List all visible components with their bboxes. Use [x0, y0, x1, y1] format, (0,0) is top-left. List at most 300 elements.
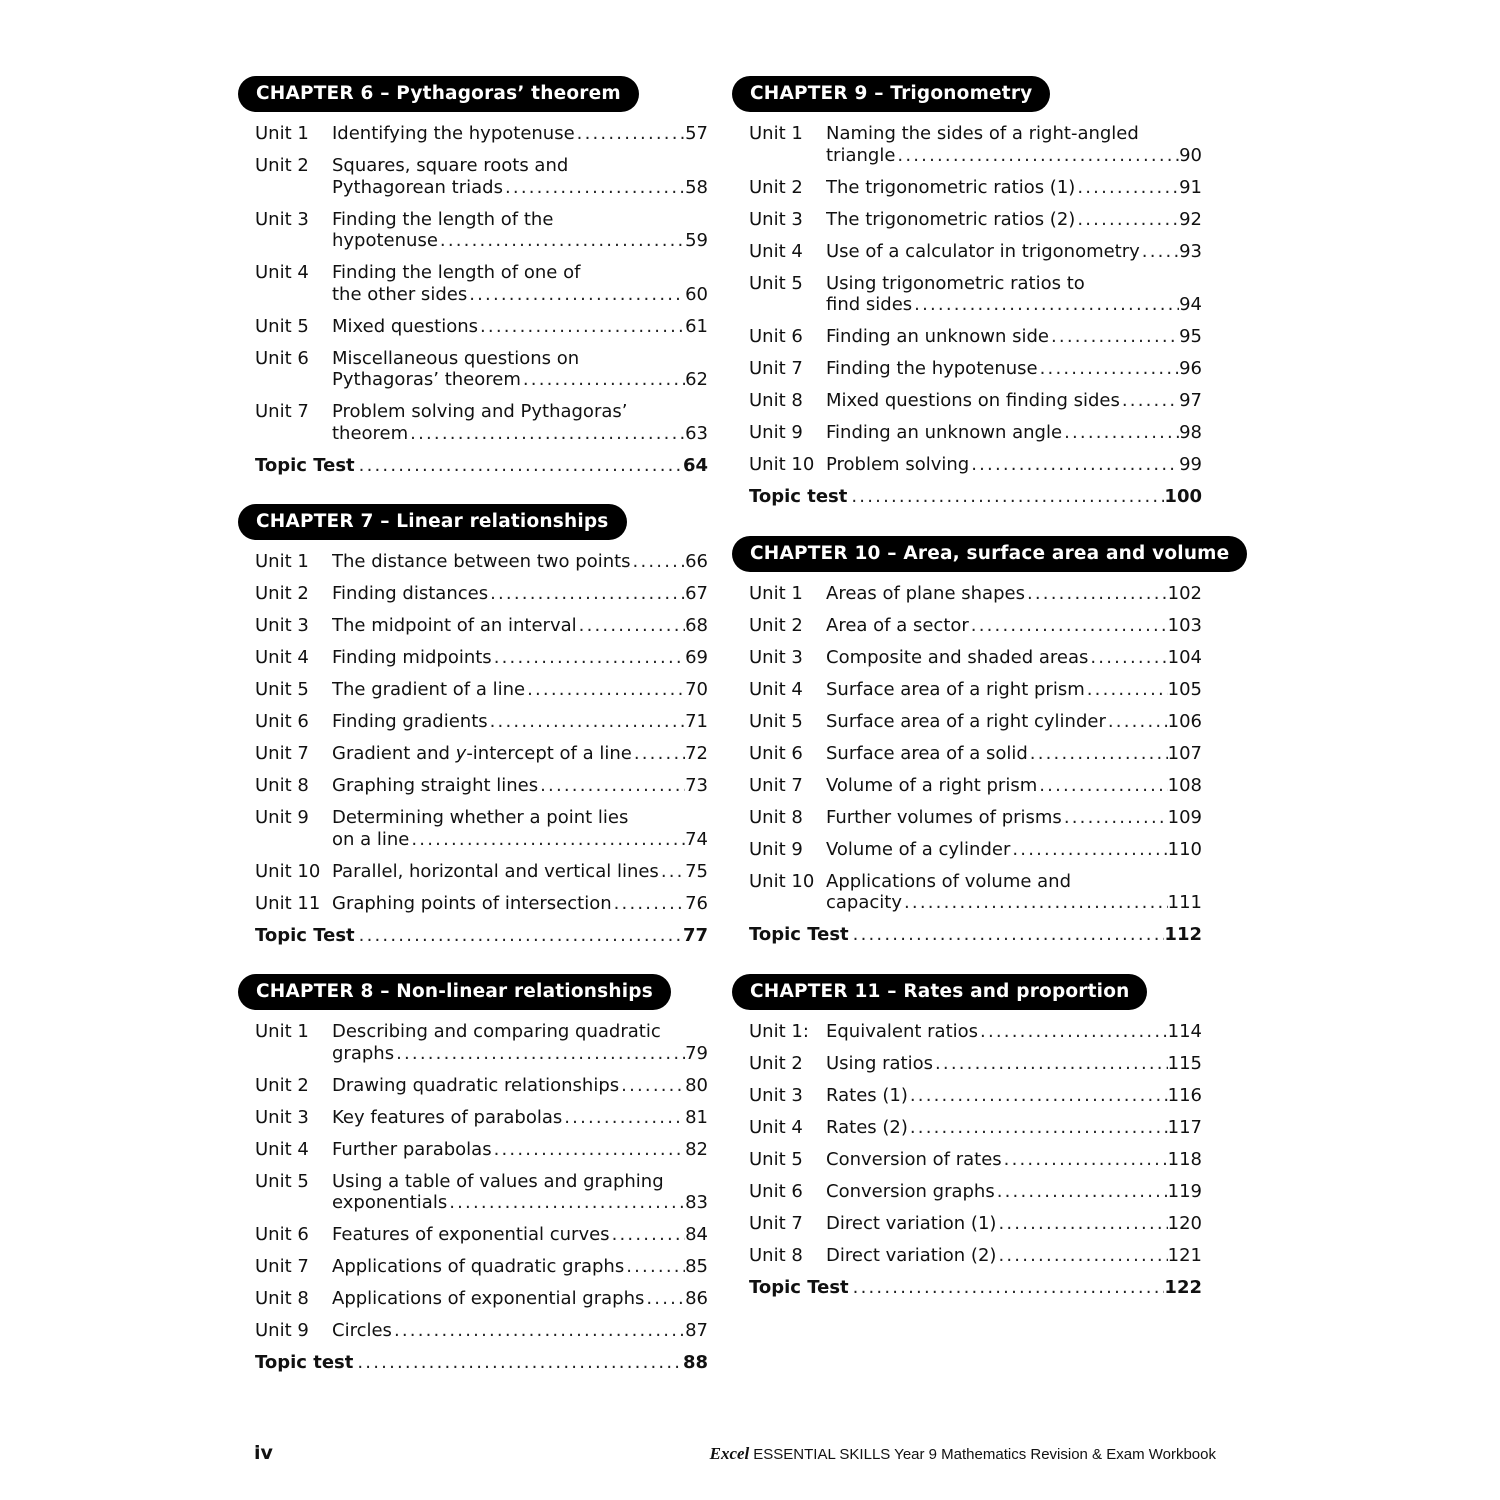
toc-entry: [255, 1171, 708, 1214]
page-ref: 111: [1167, 892, 1202, 913]
toc-entry: [749, 123, 1202, 166]
unit-label: Unit 4: [255, 647, 309, 668]
unit-label: Unit 6: [255, 1224, 309, 1245]
title-leader-line: [332, 583, 685, 605]
entry-title: [826, 1117, 1168, 1139]
toc-column-left: [238, 76, 708, 1402]
page-ref: 102: [1167, 582, 1202, 604]
title-line: Area of a sector: [826, 614, 969, 636]
title-leader-line: [826, 209, 1179, 231]
title-leader-line: [332, 369, 685, 391]
unit-label: Unit 2: [255, 1074, 309, 1096]
entry-title: [332, 123, 685, 145]
dot-leader: [632, 743, 685, 765]
title-leader-line: [826, 1245, 1168, 1267]
unit-label: Unit 3: [749, 208, 803, 230]
title-leader-line: [826, 839, 1168, 861]
title-line: Finding an unknown angle: [826, 422, 1063, 443]
title-line: capacity: [826, 892, 902, 913]
title-line: graphs: [332, 1042, 395, 1064]
toc-entry: [749, 1117, 1202, 1139]
entry-title: [332, 551, 685, 573]
dot-leader: [488, 583, 685, 605]
dot-leader: [1088, 647, 1167, 669]
title-leader-line: [826, 454, 1179, 476]
page-ref: 114: [1167, 1020, 1202, 1042]
unit-label: Unit 8: [749, 1244, 803, 1266]
unit-label: Unit 8: [749, 390, 803, 411]
page-ref: 66: [685, 551, 708, 572]
entry-title: [826, 679, 1168, 701]
dot-leader: [492, 647, 685, 669]
dot-leader: [467, 284, 685, 306]
page-ref: 88: [682, 1352, 708, 1373]
toc-entry: [749, 454, 1202, 476]
chapter-entries: [732, 123, 1202, 508]
dot-leader: [1010, 839, 1167, 861]
entry-title: [826, 1021, 1168, 1043]
chapter-heading: CHAPTER 6 – Pythagoras’ theorem: [238, 76, 639, 112]
title-line: Miscellaneous questions on: [332, 347, 580, 369]
toc-entry: [749, 326, 1202, 348]
toc-entry: [255, 348, 708, 391]
title-line: Volume of a cylinder: [826, 838, 1011, 860]
title-leader-line: [332, 829, 685, 851]
topic-test-entry: [255, 925, 708, 947]
page-ref: 74: [685, 828, 708, 850]
unit-label: Unit 3: [255, 1106, 309, 1128]
page-ref: 69: [685, 647, 708, 668]
toc-entry: [255, 583, 708, 605]
page-ref: 58: [685, 176, 708, 198]
title-line: Using ratios: [826, 1052, 933, 1074]
unit-label: Unit 2: [749, 176, 803, 198]
toc-entry: [749, 177, 1202, 199]
title-leader-line: [332, 775, 685, 797]
variable-y: y: [455, 743, 467, 764]
unit-label: Unit 5: [255, 1170, 309, 1192]
toc-entry: [255, 679, 708, 701]
toc-entry: [255, 861, 708, 883]
page-ref: 70: [685, 679, 708, 700]
title-leader-line: [826, 422, 1179, 444]
brand-name: Excel: [709, 1444, 750, 1463]
page-ref: 95: [1179, 326, 1202, 347]
unit-label: Unit 5: [255, 315, 309, 337]
title-leader-line: [332, 284, 685, 306]
title-leader-line: [357, 925, 683, 947]
topic-test-entry: [749, 1277, 1202, 1299]
page-ref: 90: [1179, 144, 1202, 166]
title-line: Equivalent ratios: [826, 1020, 979, 1042]
title-leader-line: [332, 1043, 685, 1065]
dot-leader: [1106, 711, 1168, 733]
toc-entry: [255, 1320, 708, 1342]
title-leader-line: [332, 1320, 685, 1342]
title-line: Direct variation (2): [826, 1244, 997, 1266]
dot-leader: [409, 829, 685, 851]
toc-entry: [255, 647, 708, 669]
title-leader-line: [332, 1107, 685, 1129]
dot-leader: [851, 924, 1165, 946]
title-line: Describing and comparing quadratic: [332, 1021, 661, 1042]
topic-test-entry: [749, 924, 1202, 946]
toc-entry: [255, 1256, 708, 1278]
entry-title: [332, 861, 685, 883]
title-leader-line: [355, 1352, 683, 1374]
unit-label: Unit 2: [749, 1052, 803, 1074]
title-leader-line: [851, 1277, 1165, 1299]
title-line: Finding the length of the: [332, 208, 554, 230]
title-leader-line: [826, 807, 1168, 829]
title-line: Further parabolas: [332, 1138, 492, 1160]
toc-entry: [255, 615, 708, 637]
entry-title: [332, 209, 685, 252]
unit-label: Unit 9: [749, 838, 803, 860]
title-leader-line: [826, 241, 1179, 263]
title-line: Finding midpoints: [332, 647, 492, 668]
unit-label: Topic Test: [749, 924, 849, 945]
title-leader-line: [332, 177, 685, 199]
entry-title: [849, 1277, 1165, 1299]
title-line: Determining whether a point lies: [332, 807, 629, 828]
unit-label: Unit 4: [749, 678, 803, 700]
entry-title: [826, 711, 1168, 733]
entry-title: [826, 273, 1179, 316]
unit-label: Unit 1: [749, 123, 803, 144]
title-line: Applications of exponential graphs: [332, 1288, 645, 1309]
title-leader-line: [826, 892, 1168, 914]
entry-title: [332, 1320, 685, 1342]
toc-entry: [255, 775, 708, 797]
title-leader-line: [332, 1224, 685, 1246]
page-ref: 84: [685, 1224, 708, 1245]
page-ref: 117: [1167, 1116, 1202, 1138]
unit-label: Unit 1: [749, 582, 803, 604]
entry-title: [826, 454, 1179, 476]
page-ref: 80: [685, 1074, 708, 1096]
entry-title: [826, 209, 1179, 231]
title-line: Parallel, horizontal and vertical lines: [332, 860, 659, 882]
page-ref: 64: [682, 454, 708, 476]
page-ref: 71: [685, 711, 708, 732]
title-line: Conversion graphs: [826, 1180, 995, 1202]
entry-title: [332, 262, 685, 305]
dot-leader: [1075, 177, 1179, 199]
page-ref: 118: [1167, 1148, 1202, 1170]
unit-label: Unit 2: [255, 583, 309, 604]
unit-label: Unit 2: [255, 155, 309, 176]
entry-title: [826, 1149, 1168, 1171]
chapter-entries: [238, 1021, 708, 1374]
title-leader-line: [826, 1213, 1168, 1235]
dot-leader: [1002, 1149, 1168, 1171]
entry-title: [332, 1139, 685, 1161]
dot-leader: [492, 1139, 686, 1161]
page-ref: 106: [1167, 710, 1202, 732]
title-line: Mixed questions: [332, 315, 478, 337]
toc-entry: [749, 1181, 1202, 1203]
entry-title: [826, 775, 1168, 797]
toc-entry: [749, 358, 1202, 380]
title-leader-line: [826, 358, 1179, 380]
toc-entry: [255, 262, 708, 305]
chapter-entries: [238, 551, 708, 946]
title-leader-line: [332, 893, 685, 915]
title-leader-line: [332, 1075, 685, 1097]
page-ref: 72: [685, 743, 708, 764]
unit-label: Unit 5: [749, 1148, 803, 1170]
dot-leader: [1037, 775, 1167, 797]
title-line: Finding gradients: [332, 711, 488, 732]
unit-label: Unit 6: [749, 1180, 803, 1202]
dot-leader: [521, 369, 685, 391]
chapter-entries: [238, 123, 708, 476]
title-line: Pythagoras’ theorem: [332, 369, 521, 390]
page-ref: 82: [685, 1138, 708, 1160]
title-line: Naming the sides of a right-angled: [826, 123, 1139, 144]
unit-label: Unit 7: [749, 358, 803, 379]
dot-leader: [644, 1288, 685, 1310]
entry-title: [355, 455, 683, 477]
title-line: Finding distances: [332, 583, 489, 604]
dot-leader: [538, 775, 685, 797]
page-ref: 85: [685, 1256, 708, 1277]
toc-entry: [255, 551, 708, 573]
title-line: The trigonometric ratios (1): [826, 176, 1076, 198]
dot-leader: [895, 145, 1179, 167]
page-ref: 109: [1167, 806, 1202, 828]
entry-title: [332, 679, 685, 701]
book-title: [710, 1444, 1216, 1464]
entry-title: [332, 348, 685, 391]
toc-entry: [255, 743, 708, 765]
toc-entry: [749, 273, 1202, 316]
chapter-section: [238, 76, 708, 476]
entry-title: [332, 1256, 685, 1278]
title-line: Pythagorean triads: [332, 176, 503, 198]
title-leader-line: [826, 1085, 1168, 1107]
chapter-section: [238, 504, 708, 946]
dot-leader: [1049, 326, 1179, 348]
unit-label: Unit 11: [255, 892, 321, 914]
title-leader-line: [826, 1053, 1168, 1075]
title-line: Surface area of a right prism: [826, 678, 1085, 700]
title-line: Applications of quadratic graphs: [332, 1256, 625, 1277]
dot-leader: [447, 1192, 685, 1214]
chapter-heading: CHAPTER 11 – Rates and proportion: [732, 974, 1147, 1010]
page-ref: 59: [685, 230, 708, 251]
unit-label: Topic Test: [255, 454, 355, 476]
page-ref: 108: [1167, 774, 1202, 796]
title-line: Applications of volume and: [826, 870, 1072, 892]
unit-label: Unit 8: [255, 775, 309, 796]
entry-title: [332, 775, 685, 797]
dot-leader: [525, 679, 685, 701]
dot-leader: [610, 1224, 686, 1246]
page-ref: 94: [1179, 294, 1202, 315]
title-leader-line: [851, 924, 1165, 946]
title-line: the other sides: [332, 283, 468, 305]
title-line: Further volumes of prisms: [826, 806, 1062, 828]
title-leader-line: [826, 583, 1168, 605]
unit-label: Unit 5: [749, 272, 803, 294]
page-ref: 83: [685, 1192, 708, 1213]
title-leader-line: [332, 711, 685, 733]
page-ref: 75: [685, 860, 708, 882]
title-leader-line: [332, 1139, 685, 1161]
toc-entry: [749, 775, 1202, 797]
page-ref: 77: [682, 924, 708, 946]
dot-leader: [624, 1256, 685, 1278]
unit-label: Unit 1: [255, 123, 309, 144]
entry-title: [353, 1352, 683, 1374]
chapter-entries: [732, 583, 1202, 946]
chapter-heading: CHAPTER 8 – Non-linear relationships: [238, 974, 671, 1010]
unit-label: Topic Test: [255, 924, 355, 946]
unit-label: Unit 4: [749, 240, 803, 262]
entry-title: [332, 583, 685, 605]
toc-entry: [749, 839, 1202, 861]
title-line: Finding the hypotenuse: [826, 358, 1038, 379]
unit-label: Unit 3: [255, 208, 309, 230]
page-ref: 110: [1167, 838, 1202, 860]
title-leader-line: [332, 123, 685, 145]
title-leader-line: [826, 145, 1179, 167]
toc-entry: [255, 401, 708, 444]
chapter-entries: [732, 1021, 1202, 1299]
dot-leader: [1120, 390, 1179, 412]
unit-label: Unit 7: [749, 774, 803, 796]
title-leader-line: [332, 551, 685, 573]
unit-label: Unit 4: [255, 262, 309, 283]
entry-title: [332, 1288, 685, 1310]
topic-test-entry: [749, 486, 1202, 508]
page-ref: 79: [685, 1042, 708, 1064]
title-leader-line: [332, 1288, 685, 1310]
toc-entry: [255, 1021, 708, 1064]
title-leader-line: [826, 177, 1179, 199]
page-ref: 76: [685, 892, 708, 914]
page-ref: 93: [1179, 240, 1202, 262]
dot-leader: [849, 486, 1164, 508]
title-leader-line: [826, 390, 1179, 412]
unit-label: Unit 2: [749, 614, 803, 636]
dot-leader: [575, 123, 685, 145]
dot-leader: [357, 925, 683, 947]
page-ref: 107: [1167, 742, 1202, 764]
entry-title: [826, 422, 1179, 444]
unit-label: Unit 6: [255, 711, 309, 732]
page-ref: 87: [685, 1320, 708, 1341]
title-leader-line: [332, 1192, 685, 1214]
dot-leader: [908, 1085, 1168, 1107]
page-footer: [254, 1440, 1216, 1470]
title-leader-line: [849, 486, 1164, 508]
unit-label: Unit 6: [255, 347, 309, 369]
unit-label: Unit 10: [255, 860, 321, 882]
title-line: exponentials: [332, 1192, 448, 1213]
entry-title: [332, 1224, 685, 1246]
title-line: Squares, square roots and: [332, 155, 569, 176]
entry-title: [332, 401, 685, 444]
title-leader-line: [826, 294, 1179, 316]
unit-label: Unit 5: [255, 679, 309, 700]
chapter-section: [732, 76, 1202, 508]
toc-entry: [749, 422, 1202, 444]
title-line: Using a table of values and graphing: [332, 1170, 664, 1192]
page-ref: 63: [685, 422, 708, 444]
title-leader-line: [357, 455, 683, 477]
title-line: Conversion of rates: [826, 1148, 1002, 1170]
title-line: Graphing points of intersection: [332, 892, 612, 914]
page-ref: 62: [685, 369, 708, 390]
entry-title: [826, 358, 1179, 380]
unit-label: Unit 7: [255, 1256, 309, 1277]
toc-entry: [749, 647, 1202, 669]
entry-title: [826, 583, 1168, 605]
dot-leader: [357, 455, 683, 477]
unit-label: Unit 6: [749, 326, 803, 347]
entry-title: [826, 871, 1168, 914]
toc-entry: [255, 711, 708, 733]
entry-title: [826, 1181, 1168, 1203]
dot-leader: [969, 615, 1168, 637]
page-ref: 115: [1167, 1052, 1202, 1074]
unit-label: Topic test: [255, 1352, 354, 1373]
toc-entry: [255, 1075, 708, 1097]
entry-title: [826, 177, 1179, 199]
dot-leader: [619, 1075, 685, 1097]
title-line: The gradient of a line: [332, 679, 526, 700]
title-line: Graphing straight lines: [332, 775, 539, 796]
page-ref: 104: [1167, 646, 1202, 668]
entry-title: [355, 925, 683, 947]
title-line: Rates (2): [826, 1116, 908, 1138]
entry-title: [332, 1075, 685, 1097]
entry-title: [826, 1213, 1168, 1235]
entry-title: [332, 807, 685, 850]
title-line: find sides: [826, 294, 913, 315]
toc-entry: [749, 390, 1202, 412]
title-leader-line: [826, 1117, 1168, 1139]
toc-entry: [749, 1149, 1202, 1171]
title-line: Key features of parabolas: [332, 1106, 563, 1128]
title-line: Surface area of a solid: [826, 742, 1028, 764]
title-leader-line: [826, 775, 1168, 797]
page-ref: 119: [1167, 1180, 1202, 1202]
title-line: Identifying the hypotenuse: [332, 123, 575, 144]
dot-leader: [1025, 583, 1168, 605]
entry-title: [332, 615, 685, 637]
dot-leader: [612, 893, 685, 915]
toc-entry: [255, 807, 708, 850]
topic-test-entry: [255, 455, 708, 477]
chapter-section: [732, 974, 1202, 1299]
page-ref: 98: [1179, 422, 1202, 443]
title-line: Use of a calculator in trigonometry: [826, 240, 1140, 262]
title-leader-line: [826, 615, 1168, 637]
title-line: Areas of plane shapes: [826, 582, 1025, 604]
unit-label: Unit 5: [749, 710, 803, 732]
toc-entry: [255, 155, 708, 198]
toc-entry: [749, 871, 1202, 914]
title-line: hypotenuse: [332, 230, 438, 251]
dot-leader: [1038, 358, 1179, 380]
title-leader-line: [332, 423, 685, 445]
entry-title: [332, 155, 685, 198]
chapter-heading: CHAPTER 7 – Linear relationships: [238, 504, 627, 540]
